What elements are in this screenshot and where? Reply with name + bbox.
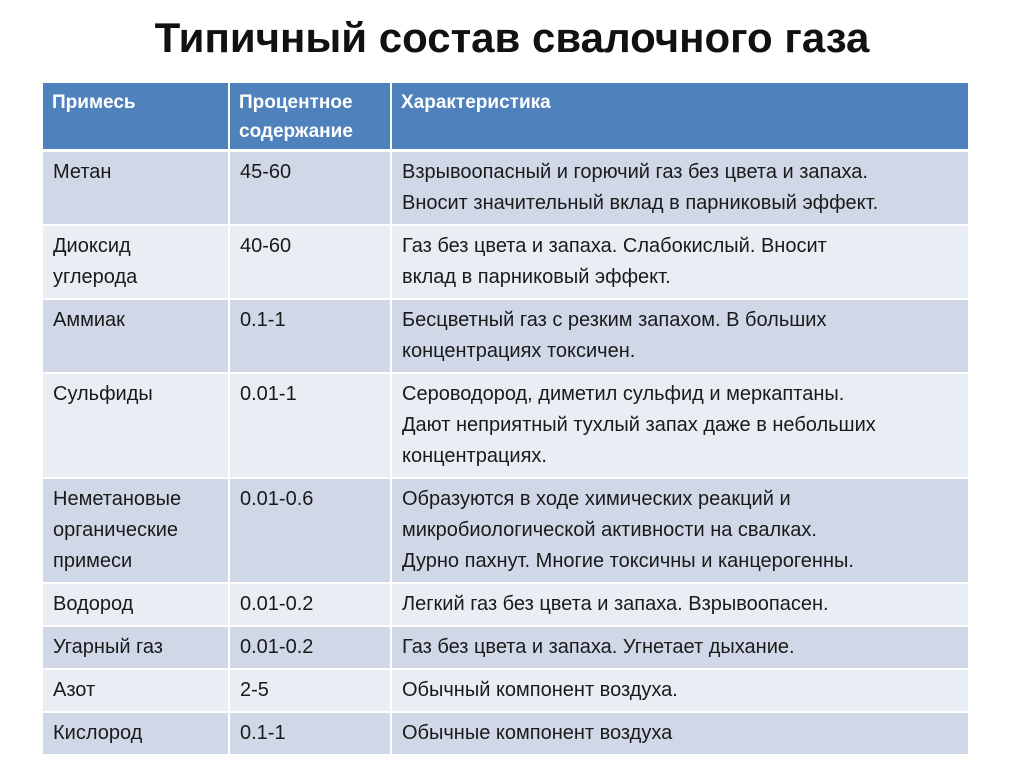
- table-row: [43, 299, 968, 373]
- percent-cell: 2-5: [229, 669, 391, 712]
- table-row: [43, 583, 968, 626]
- percent-cell: 0.01-0.6: [229, 478, 391, 583]
- description-cell: Легкий газ без цвета и запаха. Взрывоопасен.: [391, 583, 968, 626]
- header-percent: Процентное содержание: [229, 83, 391, 151]
- percent-cell: 0.01-0.2: [229, 583, 391, 626]
- substance-cell: Кислород: [43, 712, 229, 754]
- percent-cell: 40-60: [229, 225, 391, 299]
- substance-cell: Сульфиды: [43, 373, 229, 478]
- header-description: Характеристика: [391, 83, 968, 151]
- table-row: [43, 373, 968, 478]
- substance-cell: Азот: [43, 669, 229, 712]
- description-cell: Газ без цвета и запаха. Слабокислый. Вносит вклад в парниковый эффект.: [391, 225, 968, 299]
- percent-cell: 0.1-1: [229, 712, 391, 754]
- substance-cell: Угарный газ: [43, 626, 229, 669]
- percent-cell: 0.01-1: [229, 373, 391, 478]
- description-cell: Образуются в ходе химических реакций и микробиологической активности на свалках. Дурно пахнут. Многие токсичны и канцерогенны.: [391, 478, 968, 583]
- table-row: [43, 626, 968, 669]
- description-cell: Газ без цвета и запаха. Угнетает дыхание.: [391, 626, 968, 669]
- substance-cell: Метан: [43, 151, 229, 226]
- table-header-row: [43, 83, 968, 151]
- header-substance: Примесь: [43, 83, 229, 151]
- table-row: [43, 669, 968, 712]
- description-cell: Взрывоопасный и горючий газ без цвета и запаха. Вносит значительный вклад в парниковый эффект.: [391, 151, 968, 226]
- percent-cell: 45-60: [229, 151, 391, 226]
- slide-title: Типичный состав свалочного газа: [154, 14, 870, 61]
- percent-cell: 0.1-1: [229, 299, 391, 373]
- substance-cell: Аммиак: [43, 299, 229, 373]
- substance-cell: Неметановые органические примеси: [43, 478, 229, 583]
- description-cell: Бесцветный газ с резким запахом. В больших концентрациях токсичен.: [391, 299, 968, 373]
- table-row: [43, 225, 968, 299]
- table-row: [43, 478, 968, 583]
- percent-cell: 0.01-0.2: [229, 626, 391, 669]
- description-cell: Обычные компонент воздуха: [391, 712, 968, 754]
- table-row: [43, 712, 968, 754]
- gas-composition-table: [43, 83, 968, 754]
- table-row: [43, 151, 968, 226]
- description-cell: Сероводород, диметил сульфид и меркаптаны. Дают неприятный тухлый запах даже в небольших концентрациях.: [391, 373, 968, 478]
- substance-cell: Диоксид углерода: [43, 225, 229, 299]
- substance-cell: Водород: [43, 583, 229, 626]
- description-cell: Обычный компонент воздуха.: [391, 669, 968, 712]
